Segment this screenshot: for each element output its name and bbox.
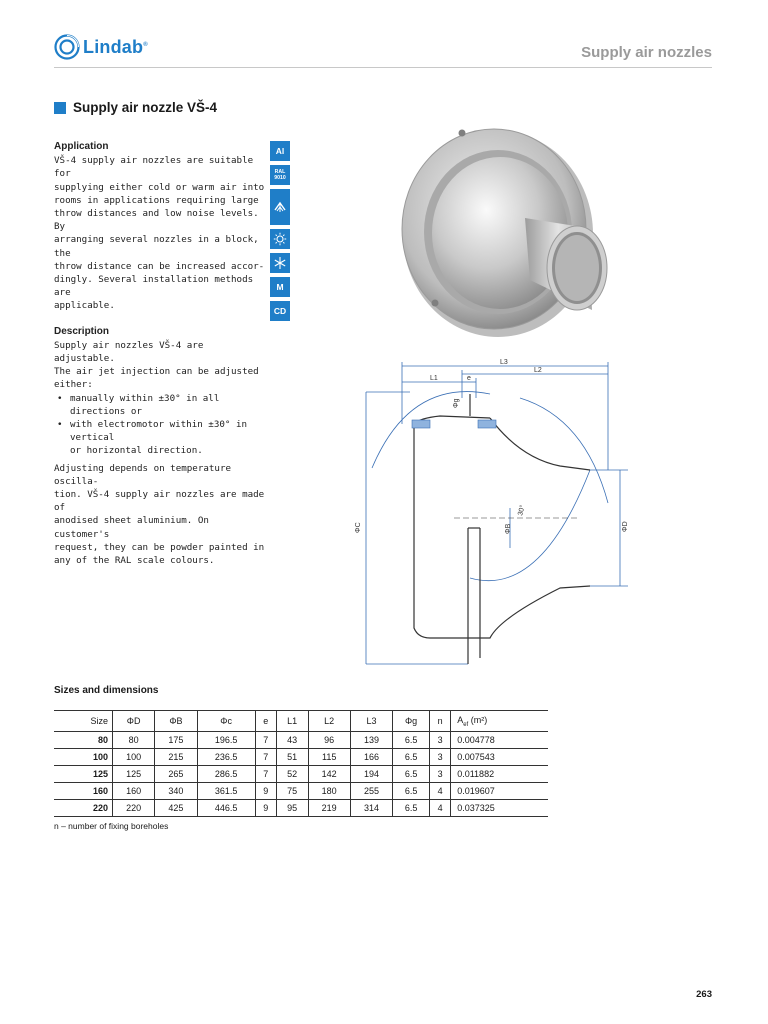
list-item: • manually within ±30° in all directions or — [54, 392, 266, 418]
table-cell: 3 — [430, 766, 451, 783]
table-row — [54, 800, 548, 817]
label-phi-b: ΦB — [505, 523, 512, 534]
motor-icon: M — [270, 277, 290, 297]
table-cell: 0.004778 — [451, 732, 548, 749]
table-cell: 7 — [255, 749, 276, 766]
pipe-inner — [555, 235, 599, 301]
table-cell: 75 — [276, 783, 308, 800]
table-cell: 361.5 — [197, 783, 255, 800]
label-l3: L3 — [500, 359, 508, 366]
table-cell: 180 — [308, 783, 350, 800]
text-line: request, they can be powder painted in — [54, 541, 265, 553]
page-number: 263 — [696, 989, 712, 1000]
table-cell: 96 — [308, 732, 350, 749]
label-phi-d: ΦD — [622, 521, 629, 532]
header-rule — [54, 67, 712, 68]
column-header: e — [255, 711, 276, 732]
dimension-drawing — [350, 358, 640, 670]
table-cell: 236.5 — [197, 749, 255, 766]
text-line: VŠ-4 supply air nozzles are suitable for — [54, 155, 254, 180]
table-cell: 6.5 — [393, 766, 430, 783]
column-header: ΦB — [155, 711, 197, 732]
label-e: e — [467, 375, 471, 382]
text-line: throw distances and low noise levels. By — [54, 208, 259, 233]
text-line: any of the RAL scale colours. — [54, 555, 215, 567]
table-cell: 80 — [113, 732, 155, 749]
column-header: Φc — [197, 711, 255, 732]
column-header: n — [430, 711, 451, 732]
label-l1: L1 — [430, 375, 438, 382]
table-cell: 220 — [113, 800, 155, 817]
title-marker — [54, 102, 66, 114]
fixing-screw — [459, 130, 466, 137]
text-line: dingly. Several installation methods are — [54, 274, 254, 299]
table-cell: 7 — [255, 732, 276, 749]
table-cell: 314 — [350, 800, 392, 817]
table-cell: 340 — [155, 783, 197, 800]
description-heading: Description — [54, 325, 110, 337]
brand-logo — [54, 34, 148, 60]
table-cell: 0.037325 — [451, 800, 548, 817]
lindab-logo-icon — [54, 34, 80, 60]
table-header-row — [54, 711, 548, 732]
table-cell: 7 — [255, 766, 276, 783]
table-cell: 51 — [276, 749, 308, 766]
column-header: L1 — [276, 711, 308, 732]
text-line: arranging several nozzles in a block, the — [54, 234, 259, 259]
label-phi-c: ΦC — [355, 522, 362, 533]
table-row — [54, 766, 548, 783]
table-cell: 9 — [255, 800, 276, 817]
table-cell: 125 — [113, 766, 155, 783]
spec-icon-strip — [270, 141, 290, 325]
table-cell: 446.5 — [197, 800, 255, 817]
snowflake-icon — [270, 253, 290, 273]
label-phi-g: Φg — [453, 398, 460, 408]
aluminium-icon: Al — [270, 141, 290, 161]
table-cell: 160 — [113, 783, 155, 800]
label-angle: 30° — [517, 504, 527, 517]
table-cell: 175 — [155, 732, 197, 749]
text-line: rooms in applications requiring large — [54, 194, 259, 206]
table-cell: 219 — [308, 800, 350, 817]
dimension-lines — [366, 362, 628, 664]
table-cell: 0.019607 — [451, 783, 548, 800]
table-cell: 194 — [350, 766, 392, 783]
jet-direction-icon — [270, 189, 290, 225]
column-header: Size — [54, 711, 113, 732]
column-header: Φg — [393, 711, 430, 732]
description-text — [54, 339, 266, 392]
table-cell: 115 — [308, 749, 350, 766]
list-item: • with electromotor within ±30° in vertical or horizontal direction. — [54, 418, 266, 458]
table-cell: 6.5 — [393, 800, 430, 817]
table-cell: 139 — [350, 732, 392, 749]
sun-icon — [270, 229, 290, 249]
table-cell: 142 — [308, 766, 350, 783]
text-line: supplying either cold or warm air into — [54, 181, 265, 193]
section-title-text: Supply air nozzle VŠ-4 — [73, 100, 218, 115]
text-line: Supply air nozzles VŠ-4 are adjustable. — [54, 339, 204, 365]
column-header: L3 — [350, 711, 392, 732]
table-row — [54, 749, 548, 766]
table-cell: 160 — [54, 783, 113, 800]
text-line: throw distance can be increased accor- — [54, 260, 265, 272]
body-text — [54, 140, 266, 567]
table-cell: 215 — [155, 749, 197, 766]
table-cell: 196.5 — [197, 732, 255, 749]
table-cell: 6.5 — [393, 783, 430, 800]
product-data-icon: CD — [270, 301, 290, 321]
table-cell: 286.5 — [197, 766, 255, 783]
table-row — [54, 783, 548, 800]
table-cell: 52 — [276, 766, 308, 783]
description-closing — [54, 462, 266, 568]
table-cell: 3 — [430, 749, 451, 766]
table-cell: 425 — [155, 800, 197, 817]
table-cell: 6.5 — [393, 749, 430, 766]
text-line: The air jet injection can be adjusted either: — [54, 366, 259, 391]
column-header: L2 — [308, 711, 350, 732]
section-title — [54, 100, 217, 115]
table-cell: 4 — [430, 783, 451, 800]
application-heading: Application — [54, 141, 109, 152]
table-cell: 0.011882 — [451, 766, 548, 783]
table-cell: 255 — [350, 783, 392, 800]
table-cell: 100 — [54, 749, 113, 766]
text-line: Adjusting depends on temperature oscilla- — [54, 462, 232, 487]
text-line: tion. VŠ-4 supply air nozzles are made of — [54, 489, 265, 514]
seal-left — [412, 420, 430, 428]
table-cell: 0.007543 — [451, 749, 548, 766]
nozzle-section — [414, 394, 590, 664]
table-cell: 3 — [430, 732, 451, 749]
table-cell: 9 — [255, 783, 276, 800]
product-photo — [360, 100, 705, 345]
dimensions-table — [54, 710, 548, 817]
seal-right — [478, 420, 496, 428]
table-row — [54, 732, 548, 749]
table-cell: 43 — [276, 732, 308, 749]
table-cell: 95 — [276, 800, 308, 817]
application-text — [54, 154, 266, 312]
table-footnote: n – number of fixing boreholes — [54, 821, 169, 831]
table-cell: 80 — [54, 732, 113, 749]
table-cell: 125 — [54, 766, 113, 783]
table-cell: 166 — [350, 749, 392, 766]
label-l2: L2 — [534, 367, 542, 374]
adjustment-options-list — [54, 392, 266, 458]
column-header-aef: $A_{ef}$ (m²) — [451, 711, 548, 732]
table-cell: 100 — [113, 749, 155, 766]
table-cell: 220 — [54, 800, 113, 817]
column-header: ΦD — [113, 711, 155, 732]
running-head: Supply air nozzles — [581, 44, 712, 61]
fixing-screw — [432, 300, 439, 307]
text-line: applicable. — [54, 300, 115, 312]
brand-name: Lindab® — [83, 36, 148, 57]
table-cell: 4 — [430, 800, 451, 817]
table-cell: 265 — [155, 766, 197, 783]
table-title: Sizes and dimensions — [54, 685, 159, 696]
ral-colour-icon: RAL 9010 — [270, 165, 290, 185]
text-line: anodised sheet aluminium. On customer's — [54, 515, 209, 540]
table-cell: 6.5 — [393, 732, 430, 749]
